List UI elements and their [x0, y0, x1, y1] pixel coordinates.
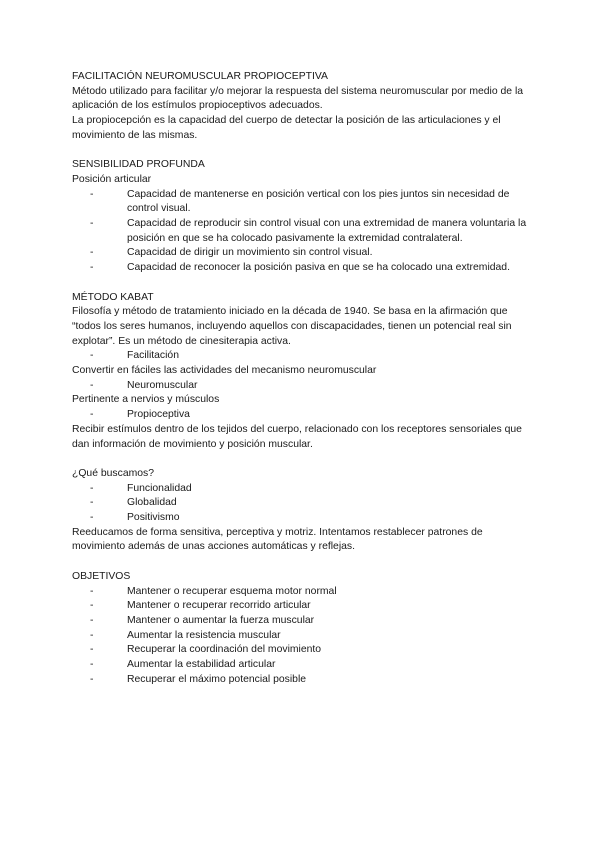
bullet-dash: -: [90, 379, 94, 391]
document-content: [72, 70, 532, 687]
bullet-dash: -: [90, 497, 94, 509]
paragraph: Convertir en fáciles las actividades del mecanismo neuromuscular: [72, 365, 377, 377]
bullet-list: [72, 188, 532, 276]
list-item: - Mantener o recuperar recorrido articular: [90, 599, 532, 614]
list-item: - Recuperar la coordinación del movimiento: [90, 643, 532, 658]
bullet-dash: -: [90, 585, 94, 597]
paragraph: Filosofía y método de tratamiento iniciado en la década de 1940. Se basa en la afirmación que “todos los seres humanos, incluyendo aquellos con discapacidades, tienen un potencial real sin explotar”. Es un método de cinesiterapia activa.: [72, 306, 512, 347]
bullet-dash: -: [90, 482, 94, 494]
paragraph: Reeducamos de forma sensitiva, perceptiva y motriz. Intentamos restablecer patrones de movimiento además de unas acciones automáticas y reflejas.: [72, 526, 483, 553]
bullet-dash: -: [90, 512, 94, 524]
list-item: - Capacidad de mantenerse en posición vertical con los pies juntos sin necesidad de control visual.: [90, 188, 510, 215]
bullet-dash: -: [90, 218, 94, 230]
list-item: - Aumentar la estabilidad articular: [90, 658, 532, 673]
list-item: - Mantener o aumentar la fuerza muscular: [90, 614, 532, 629]
section-title: ¿Qué buscamos?: [72, 467, 155, 479]
paragraph: Recibir estímulos dentro de los tejidos del cuerpo, relacionado con los receptores sensoriales que dan información de movimiento y posición muscular.: [72, 423, 522, 450]
bullet-dash: -: [90, 629, 94, 641]
section-title: OBJETIVOS: [72, 570, 131, 582]
list-item: - Positivismo: [90, 511, 532, 526]
list-item: - Aumentar la resistencia muscular: [90, 629, 532, 644]
list-item: - Propioceptiva: [90, 408, 532, 423]
bullet-list: [72, 482, 532, 526]
list-item: - Funcionalidad: [90, 482, 532, 497]
bullet-dash: -: [90, 659, 94, 671]
section-title: FACILITACIÓN NEUROMUSCULAR PROPIOCEPTIVA: [72, 71, 328, 82]
list-item: - Capacidad de reproducir sin control visual con una extremidad de manera voluntaria la posición en que se ha colocado pasivamente la extremidad contralateral.: [90, 218, 527, 244]
paragraph: Método utilizado para facilitar y/o mejorar la respuesta del sistema neuromuscular por medio de la aplicación de los estímulos propioceptivos adecuados.: [72, 85, 524, 112]
list-item: - Recuperar el máximo potencial posible: [90, 673, 532, 688]
bullet-list: [72, 408, 532, 423]
bullet-dash: -: [90, 600, 94, 612]
list-item: - Capacidad de reconocer la posición pasiva en que se ha colocado una extremidad.: [90, 261, 532, 276]
bullet-dash: -: [90, 673, 94, 685]
section-subtitle: Posición articular: [72, 173, 152, 185]
paragraph: La propiocepción es la capacidad del cuerpo de detectar la posición de las articulaciones y el movimiento de las mismas.: [72, 115, 501, 141]
section-title: SENSIBILIDAD PROFUNDA: [72, 159, 205, 171]
bullet-dash: -: [90, 350, 94, 362]
bullet-dash: -: [90, 644, 94, 656]
bullet-dash: -: [90, 247, 94, 259]
bullet-list: [72, 379, 532, 394]
bullet-dash: -: [90, 409, 94, 421]
list-item: - Capacidad de dirigir un movimiento sin control visual.: [90, 246, 532, 261]
paragraph: Pertinente a nervios y músculos: [72, 394, 220, 406]
list-item: - Globalidad: [90, 496, 532, 511]
bullet-list: [72, 349, 532, 364]
bullet-dash: -: [90, 262, 94, 274]
bullet-dash: -: [90, 188, 94, 200]
list-item: - Neuromuscular: [90, 379, 532, 394]
list-item: - Facilitación: [90, 349, 532, 364]
list-item: - Mantener o recuperar esquema motor normal: [90, 585, 532, 600]
bullet-list: [72, 585, 532, 688]
bullet-dash: -: [90, 614, 94, 626]
section-title: MÉTODO KABAT: [72, 291, 154, 303]
